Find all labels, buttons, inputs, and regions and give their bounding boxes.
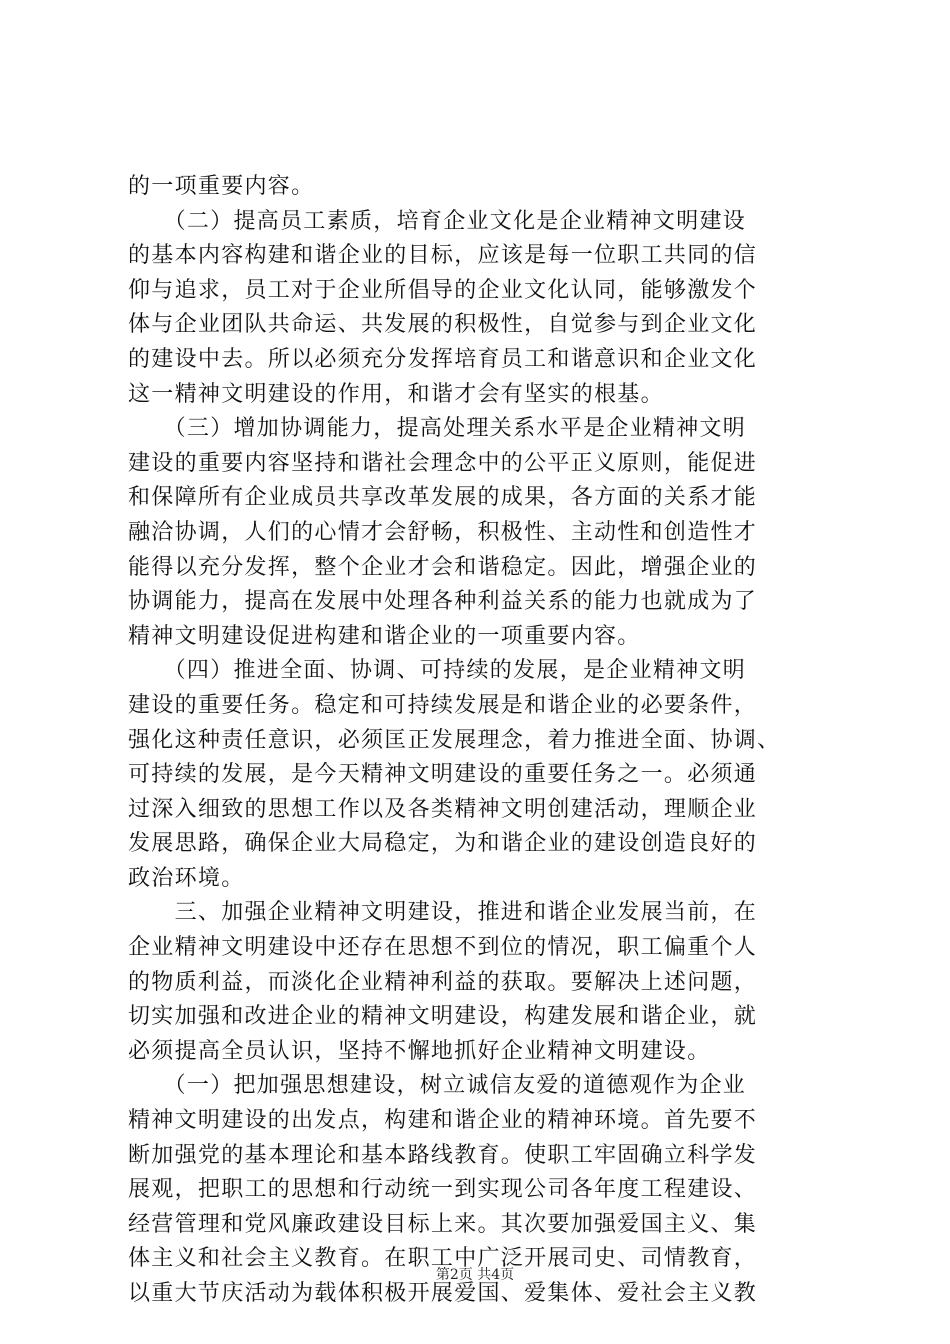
text-line: 过深入细致的思想工作以及各类精神文明创建活动，理顺企业: [128, 796, 758, 822]
body-text: [128, 170, 840, 1312]
text-line: 建设的重要任务。稳定和可持续发展是和谐企业的必要条件，: [128, 692, 758, 718]
text-line: 融洽协调，人们的心情才会舒畅，积极性、主动性和创造性才: [128, 519, 758, 545]
text-line: 可持续的发展，是今天精神文明建设的重要任务之一。必须通: [128, 762, 758, 788]
text-line: 建设的重要内容坚持和谐社会理念中的公平正义原则，能促进: [128, 450, 758, 476]
text-line: 以重大节庆活动为载体积极开展爱国、爱集体、爱社会主义教: [128, 1281, 758, 1306]
text-line: 政治环境。: [128, 865, 245, 891]
text-line: 的一项重要内容。: [128, 174, 315, 199]
text-line: 精神文明建设的出发点，构建和谐企业的精神环境。首先要不: [128, 1108, 758, 1134]
text-line: 能得以充分发挥，整个企业才会和谐稳定。因此，增强企业的: [128, 554, 758, 580]
text-line: 体与企业团队共命运、共发展的积极性，自觉参与到企业文化: [128, 312, 758, 338]
text-line: 体主义和社会主义教育。在职工中广泛开展司史、司情教育，: [128, 1246, 758, 1272]
text-line: 精神文明建设促进构建和谐企业的一项重要内容。: [128, 623, 641, 649]
text-line: 经营管理和党风廉政建设目标上来。其次要加强爱国主义、集: [128, 1211, 758, 1237]
text-line: （二）提高员工素质，培育企业文化是企业精神文明建设: [128, 208, 747, 234]
text-line: （一）把加强思想建设，树立诚信友爱的道德观作为企业: [128, 1073, 747, 1099]
text-line: 的建设中去。所以必须充分发挥培育员工和谐意识和企业文化: [128, 346, 758, 372]
text-line: 强化这种责任意识，必须匡正发展理念，着力推进全面、协调、: [128, 727, 781, 753]
text-line: （四）推进全面、协调、可持续的发展，是企业精神文明: [128, 658, 747, 684]
text-line: 发展思路，确保企业大局稳定，为和谐企业的建设创造良好的: [128, 831, 758, 857]
text-line: 协调能力，提高在发展中处理各种利益关系的能力也就成为了: [128, 589, 758, 615]
text-line: 的物质利益，而淡化企业精神利益的获取。要解决上述问题，: [128, 969, 758, 995]
text-line: 断加强党的基本理论和基本路线教育。使职工牢固确立科学发: [128, 1142, 758, 1168]
text-line: 的基本内容构建和谐企业的目标，应该是每一位职工共同的信: [128, 243, 758, 269]
text-line: 企业精神文明建设中还存在思想不到位的情况，职工偏重个人: [128, 935, 758, 961]
text-line: 和保障所有企业成员共享改革发展的成果，各方面的关系才能: [128, 485, 758, 511]
text-line: 切实加强和改进企业的精神文明建设，构建发展和谐企业，就: [128, 1004, 758, 1030]
text-line: （三）增加协调能力，提高处理关系水平是企业精神文明: [128, 416, 747, 442]
page-number-footer: 第2页 共4页: [435, 1267, 515, 1283]
text-line: 仰与追求，员工对于企业所倡导的企业文化认同，能够激发个: [128, 277, 758, 303]
text-line: 展观，把职工的思想和行动统一到实现公司各年度工程建设、: [128, 1177, 758, 1203]
text-line: 三、加强企业精神文明建设，推进和谐企业发展当前，在: [128, 900, 758, 926]
text-line: 必须提高全员认识，坚持不懈地抓好企业精神文明建设。: [128, 1038, 711, 1064]
text-line: 这一精神文明建设的作用，和谐才会有坚实的根基。: [128, 381, 664, 407]
